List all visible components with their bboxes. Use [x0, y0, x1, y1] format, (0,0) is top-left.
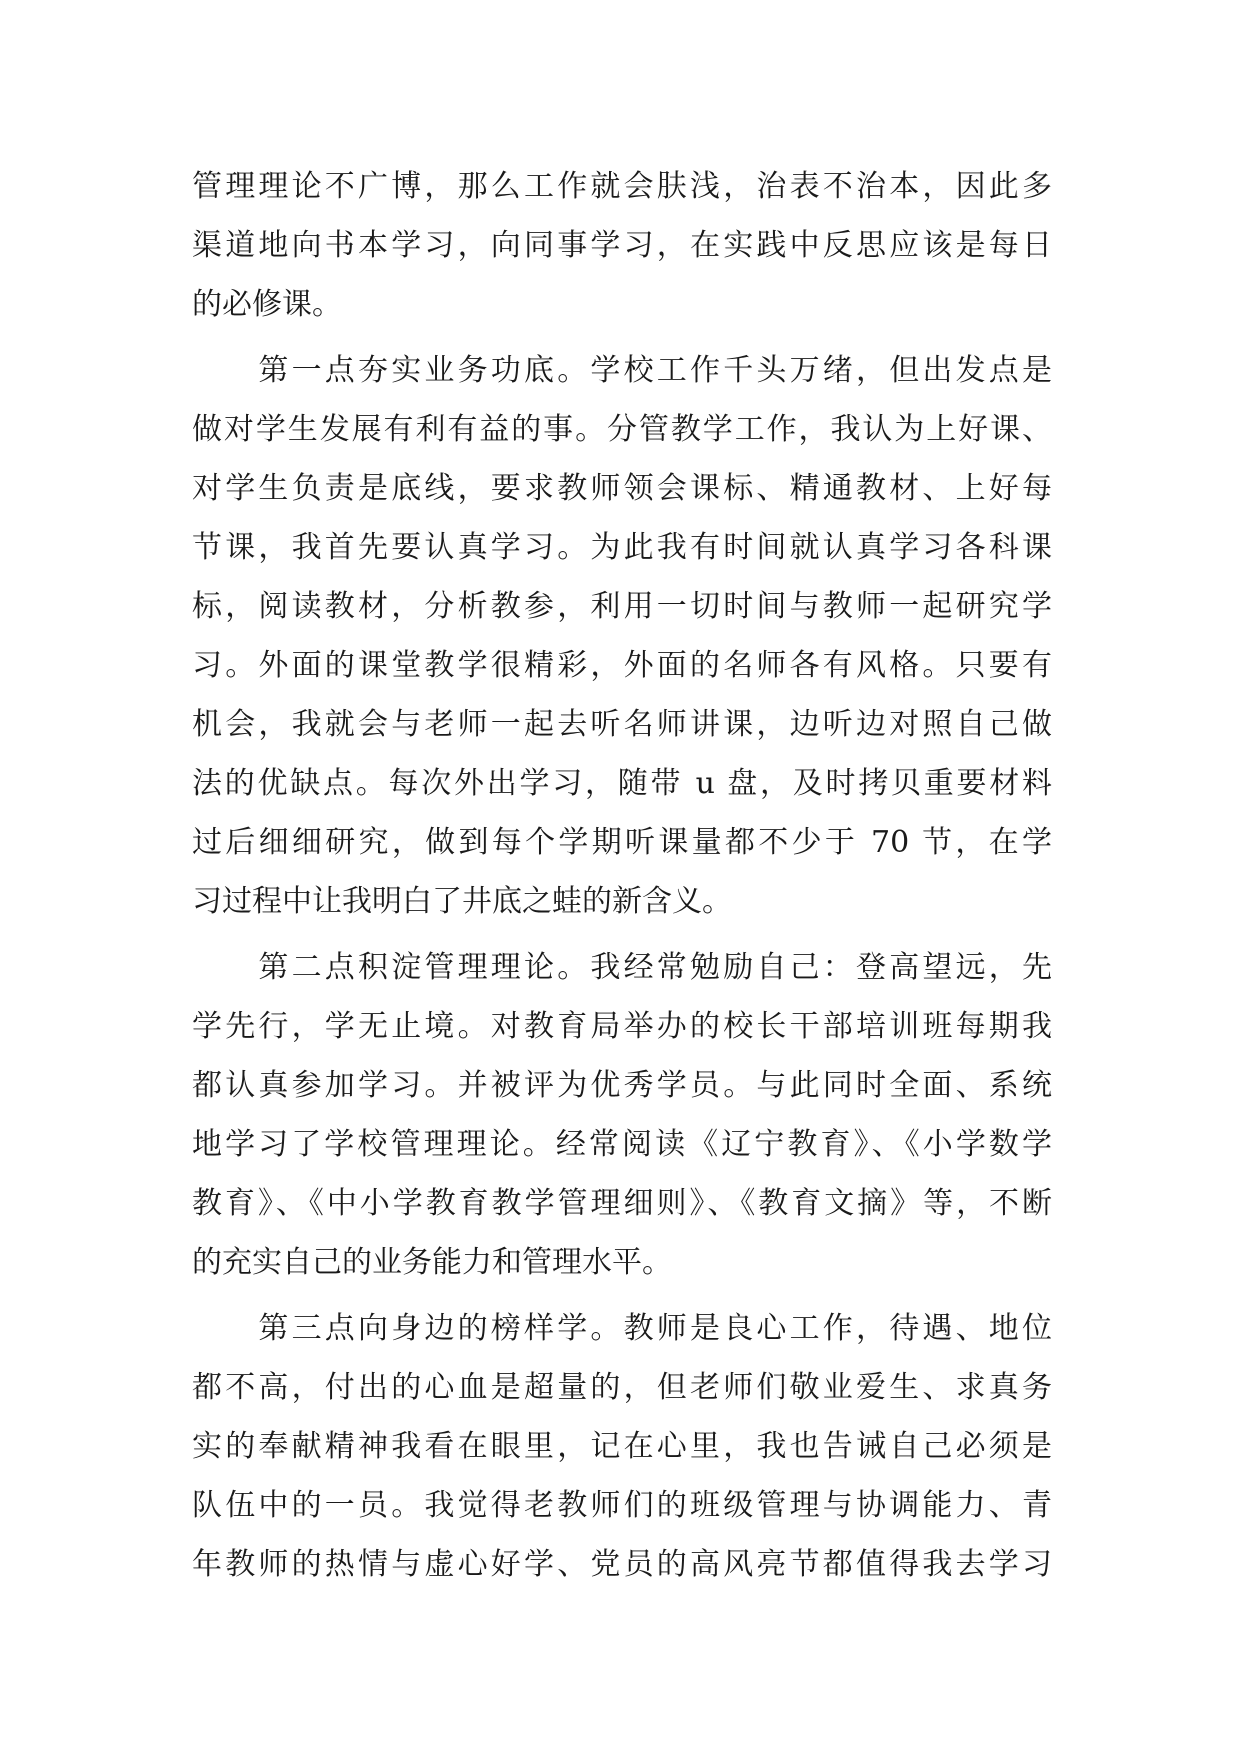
text-line: 地学习了学校管理理论。经常阅读《辽宁教育》、《小学数学 [192, 1127, 1052, 1162]
text-line: 年教师的热情与虚心好学、党员的高风亮节都值得我去学习 [192, 1547, 1052, 1582]
text-line: 第三点向身边的榜样学。教师是良心工作，待遇、地位 [192, 1311, 1052, 1346]
text-line: 都不高，付出的心血是超量的，但老师们敬业爱生、求真务 [192, 1370, 1052, 1405]
text-line: 都认真参加学习。并被评为优秀学员。与此同时全面、系统 [192, 1068, 1052, 1103]
paragraph [192, 157, 1052, 334]
text-line: 第一点夯实业务功底。学校工作千头万绪，但出发点是 [192, 353, 1052, 388]
text-line: 习过程中让我明白了井底之蛙的新含义。 [192, 884, 732, 919]
text-line: 教育》、《中小学教育教学管理细则》、《教育文摘》等，不断 [192, 1186, 1052, 1221]
text-line: 学先行，学无止境。对教育局举办的校长干部培训班每期我 [192, 1009, 1052, 1044]
text-line: 渠道地向书本学习，向同事学习，在实践中反思应该是每日 [192, 228, 1052, 263]
text-line: 法的优缺点。每次外出学习，随带 u 盘，及时拷贝重要材料 [192, 766, 1052, 801]
text-line: 节课，我首先要认真学习。为此我有时间就认真学习各科课 [192, 530, 1052, 565]
text-line: 管理理论不广博，那么工作就会肤浅，治表不治本，因此多 [192, 169, 1052, 204]
text-line: 队伍中的一员。我觉得老教师们的班级管理与协调能力、青 [192, 1488, 1052, 1523]
text-line: 机会，我就会与老师一起去听名师讲课，边听边对照自己做 [192, 707, 1052, 742]
text-line: 对学生负责是底线，要求教师领会课标、精通教材、上好每 [192, 471, 1052, 506]
paragraph [192, 1299, 1052, 1594]
paragraph [192, 938, 1052, 1292]
body-text [192, 157, 1052, 1594]
text-line: 实的奉献精神我看在眼里，记在心里，我也告诫自己必须是 [192, 1429, 1052, 1464]
text-line: 过后细细研究，做到每个学期听课量都不少于 70 节，在学 [192, 825, 1052, 860]
text-line: 做对学生发展有利有益的事。分管教学工作，我认为上好课、 [192, 412, 1052, 447]
text-line: 的必修课。 [192, 287, 342, 322]
text-line: 标，阅读教材，分析教参，利用一切时间与教师一起研究学 [192, 589, 1052, 624]
text-line: 第二点积淀管理理论。我经常勉励自己：登高望远，先 [192, 950, 1052, 985]
text-line: 的充实自己的业务能力和管理水平。 [192, 1245, 672, 1280]
paragraph [192, 341, 1052, 931]
text-line: 习。外面的课堂教学很精彩，外面的名师各有风格。只要有 [192, 648, 1052, 683]
